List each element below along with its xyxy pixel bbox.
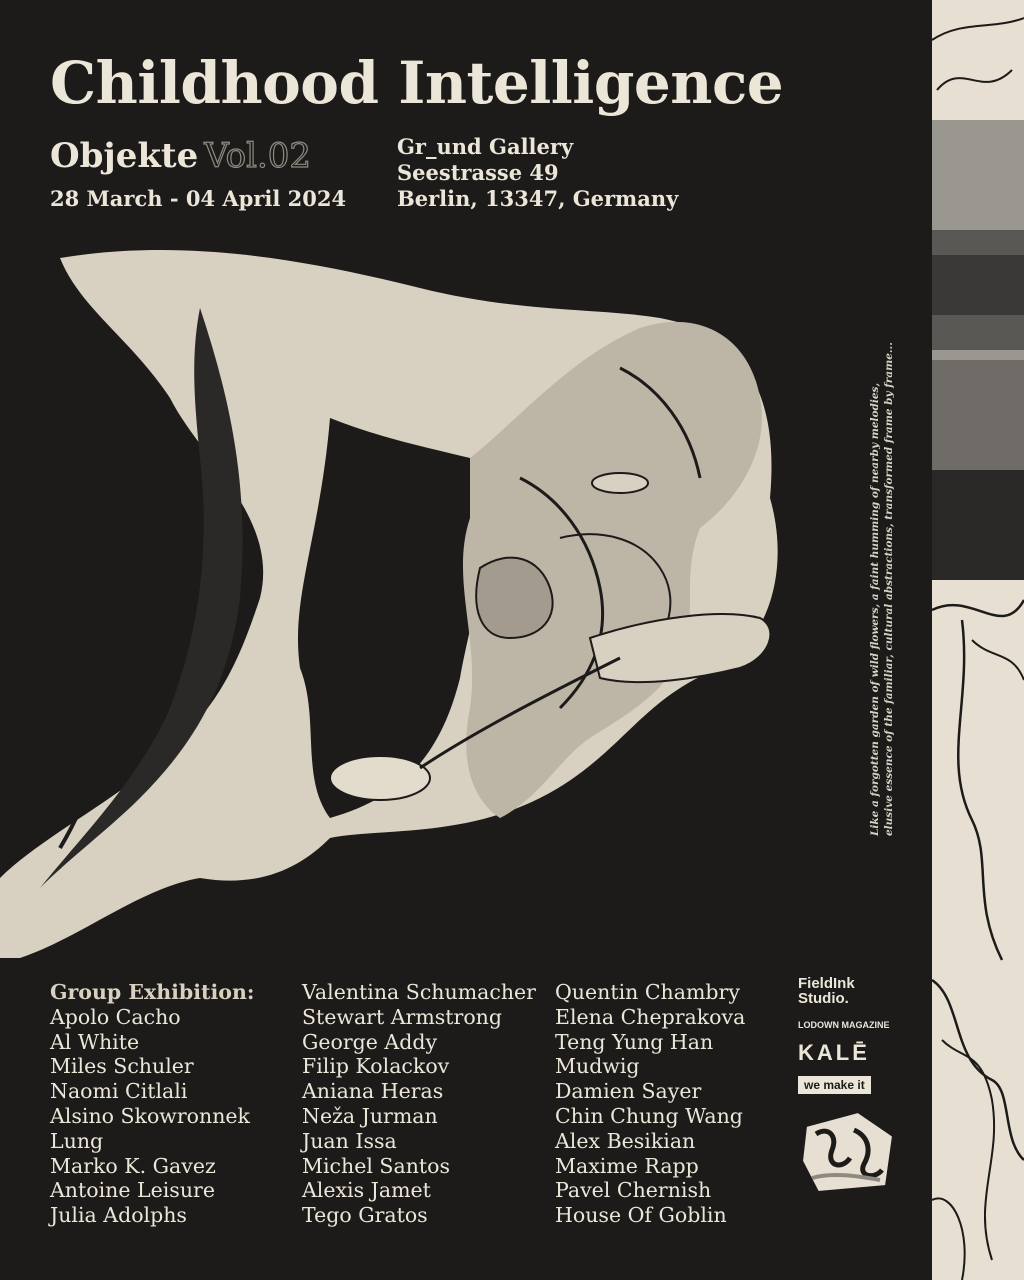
artist-column-1 <box>50 980 254 1228</box>
subtitle <box>50 138 311 175</box>
kale-logo: KALĒ <box>798 1040 870 1065</box>
artist-name: Alex Besikian <box>555 1128 696 1153</box>
artist-name: Elena Cheprakova <box>555 1004 746 1029</box>
artist-name: Valentina Schumacher <box>302 980 536 1004</box>
artist-name: Alsino Skowronnek <box>50 1103 250 1128</box>
volume-label: Vol.02 <box>204 136 312 176</box>
sponsor-logos <box>798 976 908 1200</box>
graffiti-seal-icon <box>798 1106 898 1196</box>
venue-city: Berlin, 13347, Germany <box>397 186 679 211</box>
artist-name: Juan Issa <box>302 1128 397 1153</box>
artist-name: Teng Yung Han <box>555 1029 714 1054</box>
artist-name: Julia Adolphs <box>50 1203 187 1228</box>
artist-name: Miles Schuler <box>50 1054 194 1079</box>
artist-name: Tego Gratos <box>302 1203 428 1228</box>
fieldink-studio-logo <box>798 976 908 1006</box>
artist-name: Quentin Chambry <box>555 980 740 1004</box>
graffiti-seal-logo <box>798 1106 908 1200</box>
fieldink-line2: Studio. <box>798 990 849 1007</box>
artist-column-2 <box>302 980 536 1228</box>
artist-name: Pavel Chernish <box>555 1178 712 1203</box>
group-exhibition-heading: Group Exhibition: <box>50 980 255 1004</box>
artist-name: Maxime Rapp <box>555 1153 699 1178</box>
venue-name: Gr_und Gallery <box>397 134 574 159</box>
wemakeit-logo: we make it <box>798 1076 871 1094</box>
artist-name: Stewart Armstrong <box>302 1004 503 1029</box>
artist-name: Al White <box>50 1029 140 1054</box>
artist-name: Damien Sayer <box>555 1079 702 1104</box>
fieldink-line1: FieldInk <box>798 975 855 992</box>
venue-street: Seestrasse 49 <box>397 160 559 185</box>
central-artwork <box>0 238 900 958</box>
artist-name: Naomi Citlali <box>50 1079 188 1104</box>
side-sketch-image <box>932 0 1024 1280</box>
artist-name: Lung <box>50 1128 104 1153</box>
artist-name: Alexis Jamet <box>302 1178 431 1203</box>
artist-name: Apolo Cacho <box>50 1004 181 1029</box>
vertical-text-line1: Like a forgotten garden of wild flowers, a faint humming of nearby melodies, <box>869 382 881 836</box>
subtitle-main: Objekte <box>50 136 199 176</box>
artist-column-3 <box>555 980 745 1228</box>
artist-name: Mudwig <box>555 1054 640 1079</box>
artist-name: Antoine Leisure <box>50 1178 215 1203</box>
side-illustration-strip <box>932 0 1024 1280</box>
artist-name: Filip Kolackov <box>302 1054 450 1079</box>
artist-name: Neža Jurman <box>302 1103 438 1128</box>
artist-name: Michel Santos <box>302 1153 451 1178</box>
artist-name: Marko K. Gavez <box>50 1153 216 1178</box>
artist-name: George Addy <box>302 1029 438 1054</box>
venue-address <box>397 134 678 212</box>
artist-name: Chin Chung Wang <box>555 1103 743 1128</box>
lodown-magazine-logo: LODOWN MAGAZINE <box>798 1020 890 1030</box>
vertical-text-line2: elusive essence of the familiar, cultural abstractions, transformed frame by frame... <box>883 342 895 836</box>
artist-name: Aniana Heras <box>302 1079 444 1104</box>
artist-name: House Of Goblin <box>555 1203 727 1228</box>
exhibition-title: Childhood Intelligence <box>50 49 784 117</box>
exhibition-dates: 28 March - 04 April 2024 <box>50 186 347 211</box>
